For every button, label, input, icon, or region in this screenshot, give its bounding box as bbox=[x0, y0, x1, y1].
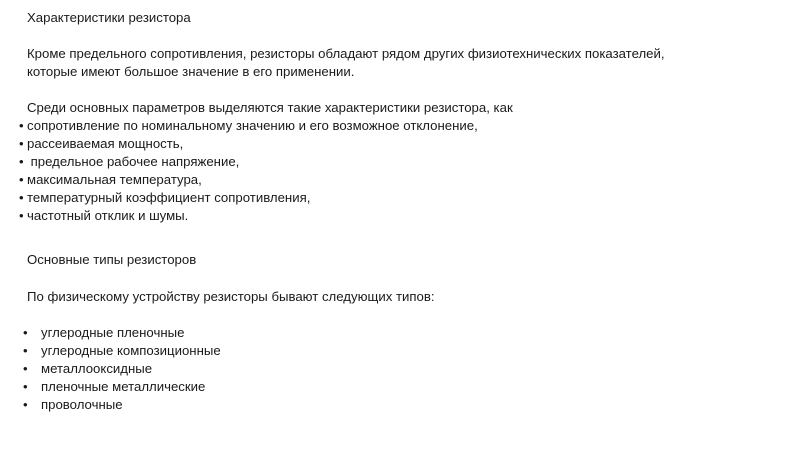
parameters-list bbox=[0, 117, 800, 225]
list-item: • рассеиваемая мощность, bbox=[0, 135, 800, 153]
section-title-characteristics: Характеристики резистора bbox=[27, 10, 191, 25]
parameters-lead: Среди основных параметров выделяются такие характеристики резистора, как bbox=[27, 100, 513, 115]
list-item: • углеродные пленочные bbox=[0, 324, 800, 342]
list-item: • температурный коэффициент сопротивления, bbox=[0, 189, 800, 207]
types-lead: По физическому устройству резисторы бывают следующих типов: bbox=[27, 289, 435, 304]
list-item: • углеродные композиционные bbox=[0, 342, 800, 360]
list-item: • максимальная температура, bbox=[0, 171, 800, 189]
list-item: • пленочные металлические bbox=[0, 378, 800, 396]
types-list bbox=[0, 324, 800, 414]
parameters-block bbox=[0, 99, 800, 225]
list-item: • сопротивление по номинальному значению и его возможное отклонение, bbox=[0, 117, 800, 135]
types-block bbox=[0, 324, 800, 414]
list-item: • предельное рабочее напряжение, bbox=[0, 153, 800, 171]
types-lead-block bbox=[0, 288, 800, 306]
list-item: • частотный отклик и шумы. bbox=[0, 207, 800, 225]
section-characteristics bbox=[0, 9, 800, 27]
list-item: • металлооксидные bbox=[0, 360, 800, 378]
section-types bbox=[0, 251, 800, 269]
intro-paragraph bbox=[0, 45, 800, 81]
section-title-types: Основные типы резисторов bbox=[27, 252, 197, 267]
intro-line-1: Кроме предельного сопротивления, резисторы обладают рядом других физиотехнических показателей, bbox=[27, 46, 665, 61]
intro-line-2: которые имеют большое значение в его применении. bbox=[27, 64, 355, 79]
list-item: • проволочные bbox=[0, 396, 800, 414]
